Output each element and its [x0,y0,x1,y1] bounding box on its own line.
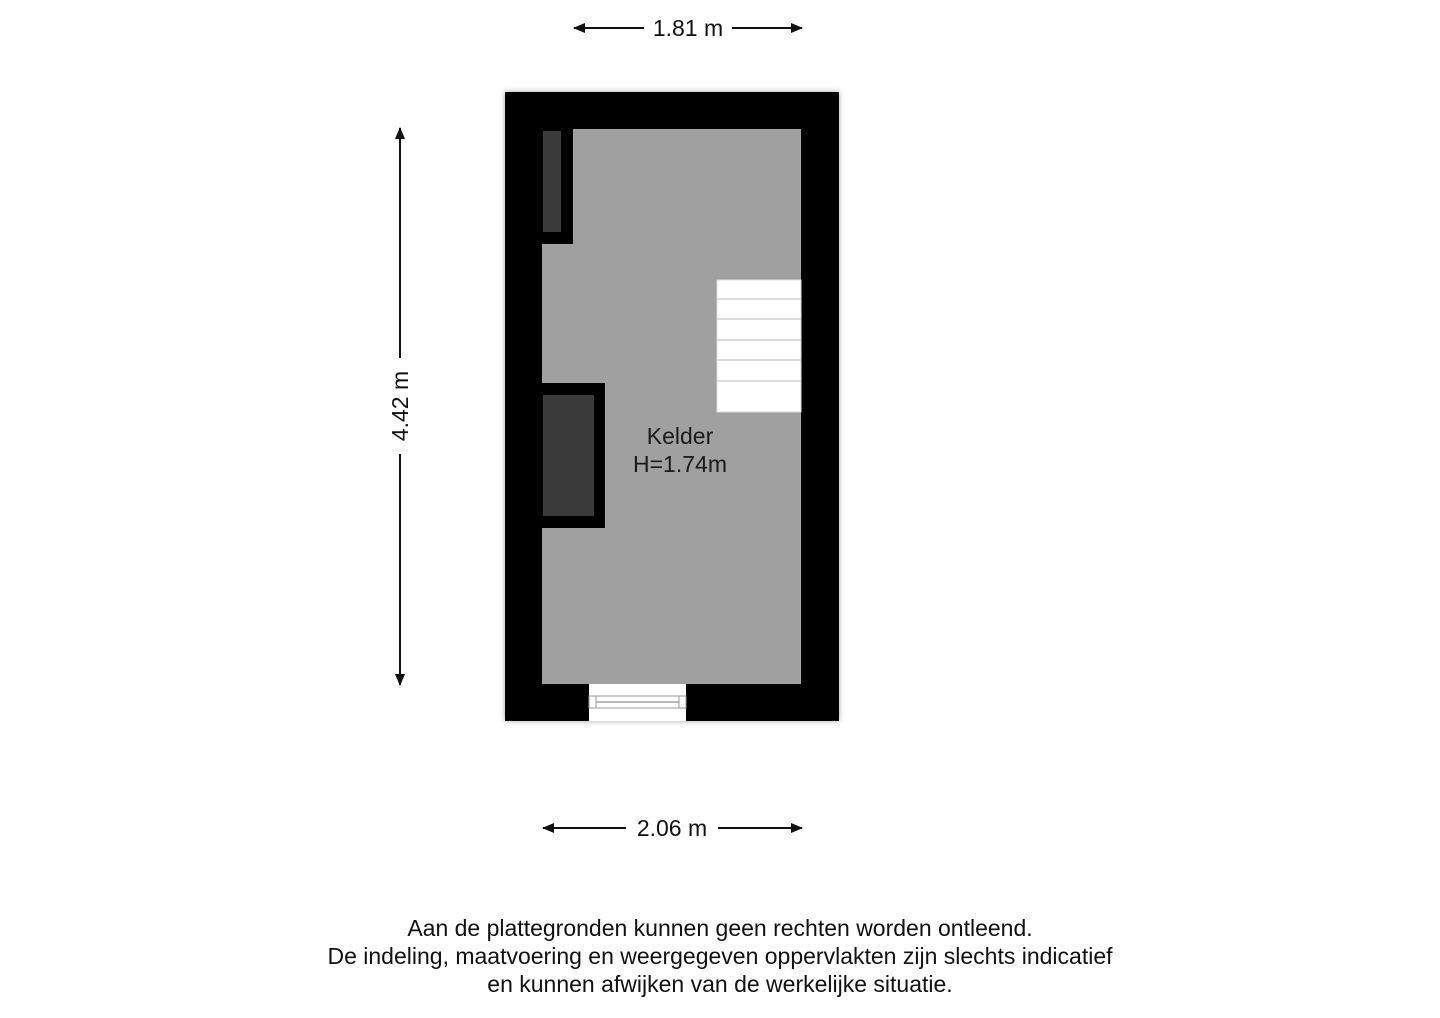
fixture-middle-left [543,395,594,516]
dimension-bottom [543,815,802,841]
dimension-left [387,128,413,685]
disclaimer [0,914,1440,998]
dimension-label-bottom: 2.06 m [636,815,708,841]
room-kelder [505,92,839,721]
fixture-top-left [543,131,561,232]
dimension-label-left: 4.42 m [387,370,413,442]
room-height: H=1.74m [633,451,727,477]
disclaimer-line-3: en kunnen afwijken van de werkelijke situatie. [487,971,953,997]
stairs-base [717,280,801,412]
stairs [717,280,801,412]
disclaimer-line-2: De indeling, maatvoering en weergegeven oppervlakten zijn slechts indicatief [327,943,1113,969]
room-name: Kelder [646,423,714,449]
disclaimer-line-1: Aan de plattegronden kunnen geen rechten worden ontleend. [407,915,1033,941]
dimension-top [574,15,802,41]
dimension-label-top: 1.81 m [652,15,724,41]
window-bottom [589,684,686,721]
